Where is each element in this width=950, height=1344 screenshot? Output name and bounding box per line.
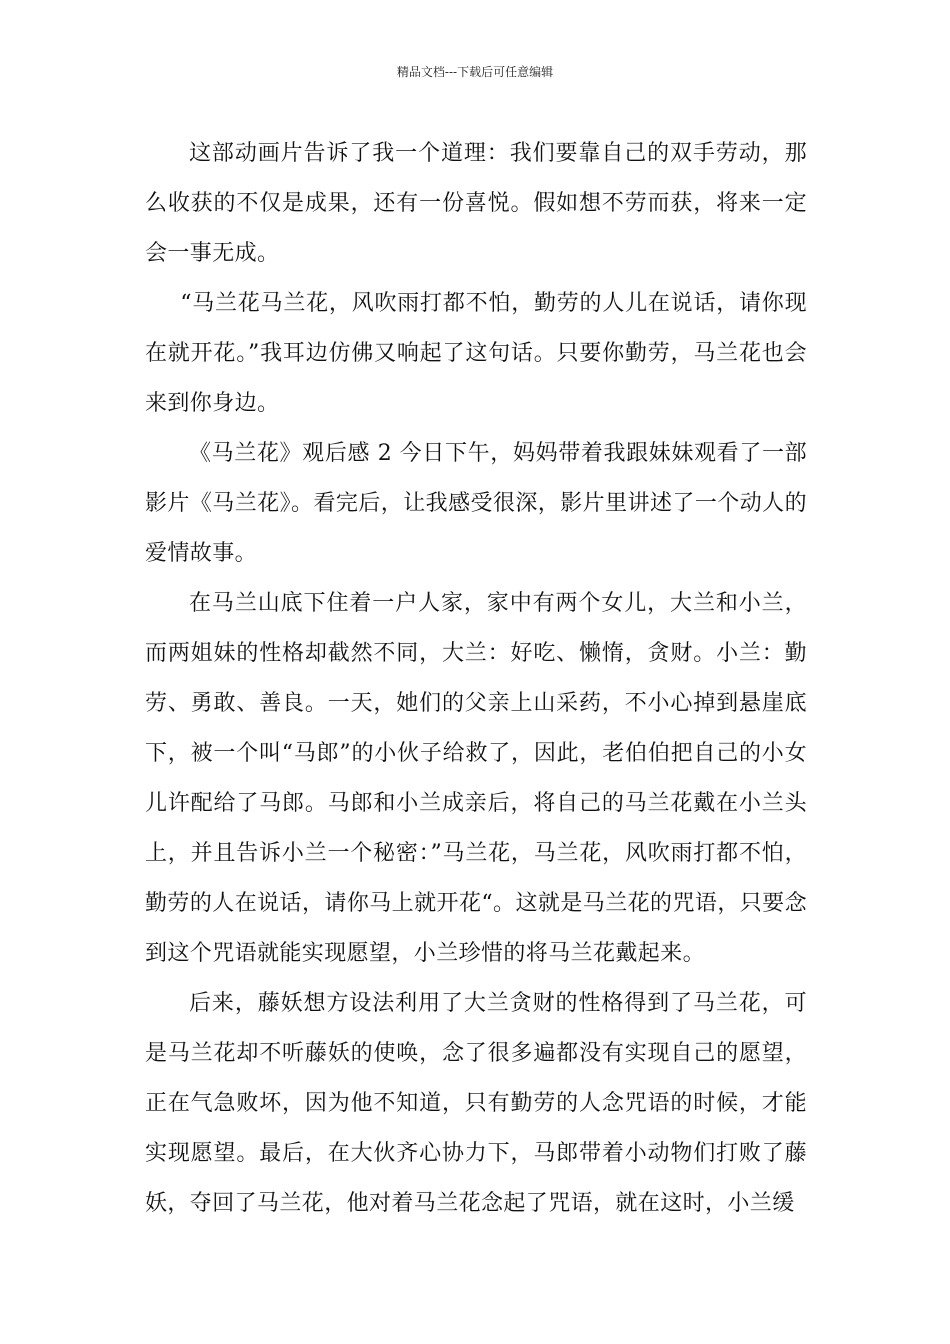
paragraph-3: 《马兰花》观后感 2 今日下午，妈妈带着我跟妹妹观看了一部影片《马兰花》。看完后，让我感受很深，影片里讲述了一个动人的爱情故事。 bbox=[145, 441, 807, 566]
paragraph-5: 后来，藤妖想方设法利用了大兰贪财的性格得到了马兰花，可是马兰花却不听藤妖的使唤，念了很多遍都没有实现自己的愿望，正在气急败坏，因为他不知道，只有勤劳的人念咒语的时候，才能实现愿望。最后，在大伙齐心协力下，马郎带着小动物们打败了藤妖，夺回了马兰花，他对着马兰花念起了咒语，就在这时，小兰缓 bbox=[145, 991, 807, 1216]
paragraph-2: “马兰花马兰花，风吹雨打都不怕，勤劳的人儿在说话，请你现在就开花。”我耳边仿佛又响起了这句话。只要你勤劳，马兰花也会来到你身边。 bbox=[145, 291, 807, 416]
page-header: 精品文档---下载后可任意编辑 bbox=[396, 65, 554, 79]
paragraph-4: 在马兰山底下住着一户人家，家中有两个女儿，大兰和小兰，而两姐妹的性格却截然不同，大兰：好吃、懒惰，贪财。小兰：勤劳、勇敢、善良。一天，她们的父亲上山采药，不小心掉到悬崖底下，被一个叫“马郎”的小伙子给救了，因此，老伯伯把自己的小女儿许配给了马郎。马郎和小兰成亲后，将自己的马兰花戴在小兰头上，并且告诉小兰一个秘密：”马兰花，马兰花，风吹雨打都不怕，勤劳的人在说话，请你马上就开花“。这就是马兰花的咒语，只要念到这个咒语就能实现愿望，小兰珍惜的将马兰花戴起来。 bbox=[145, 591, 807, 966]
document-body bbox=[145, 129, 807, 1229]
paragraph-1: 这部动画片告诉了我一个道理：我们要靠自己的双手劳动，那么收获的不仅是成果，还有一份喜悦。假如想不劳而获，将来一定会一事无成。 bbox=[145, 141, 807, 266]
